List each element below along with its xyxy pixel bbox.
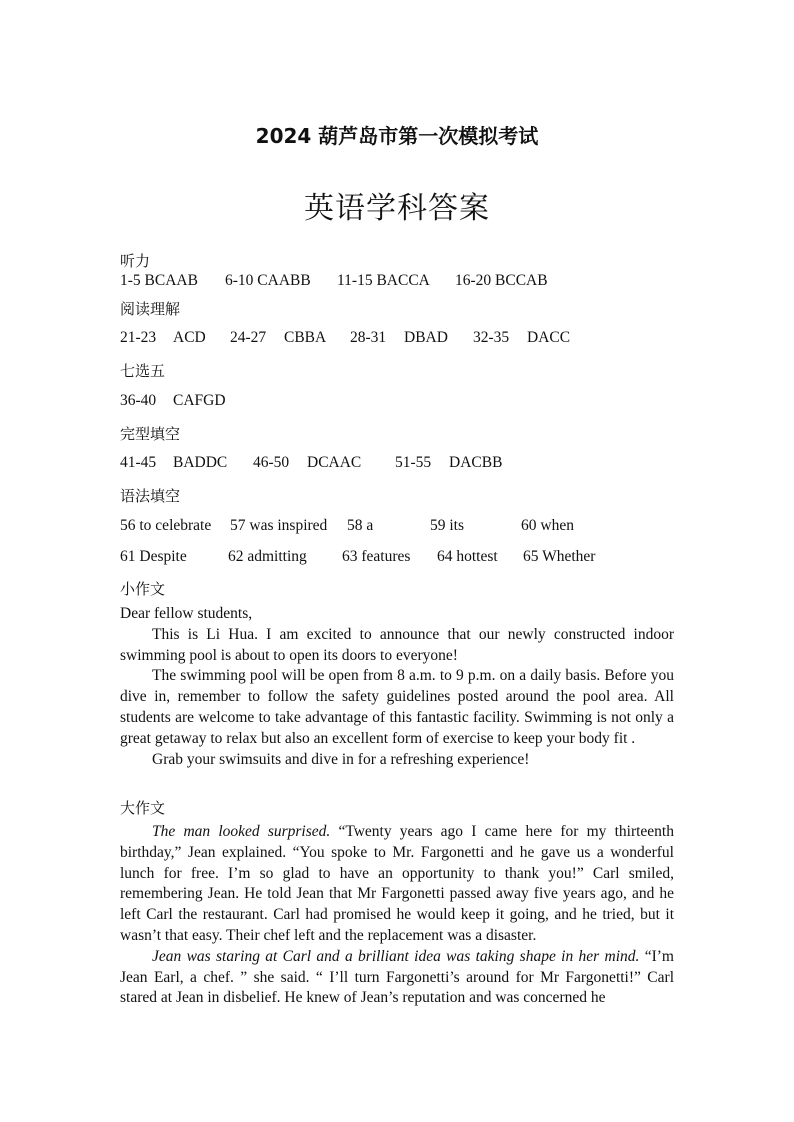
answer-range: 36-40 (120, 392, 157, 409)
grammar-answer: 57 was inspired (230, 517, 328, 534)
answer-letters: DBAD (404, 329, 448, 346)
grammar-answer: 62 admitting (228, 548, 307, 565)
answer-letters: CAFGD (173, 392, 226, 409)
grammar-answer: 60 when (521, 517, 574, 534)
paragraph: This is Li Hua. I am excited to announce that our newly constructed indoor swimming pool is about to open its doors to everyone! (120, 625, 674, 664)
paragraph: Grab your swimsuits and dive in for a refreshing experience! (152, 750, 530, 768)
grammar-answer: 65 Whether (523, 548, 596, 565)
listening-heading: 听力 (120, 252, 151, 270)
cloze-heading: 完型填空 (120, 425, 181, 443)
answer-range: 46-50 (253, 454, 290, 471)
grammar-answer: 59 its (430, 517, 465, 534)
long-writing-heading: 大作文 (120, 799, 166, 817)
letter-greeting: Dear fellow students, (120, 605, 253, 622)
answer-range: 32-35 (473, 329, 510, 346)
grammar-answer: 58 a (347, 517, 374, 534)
answer-range: 51-55 (395, 454, 432, 471)
seven-choose-five-heading: 七选五 (120, 362, 166, 380)
answer-letters: BADDC (173, 454, 228, 471)
grammar-answer: 56 to celebrate (120, 517, 212, 534)
answer-letters: CBBA (284, 329, 327, 346)
grammar-answer: 61 Despite (120, 548, 187, 565)
answer-group: 11-15 BACCA (337, 272, 430, 289)
grammar-heading: 语法填空 (120, 487, 181, 505)
paragraph (120, 822, 674, 947)
paragraph-text: “I’m Jean Earl, a chef. ” she said. “ I’ll turn Fargonetti’s around for Mr Fargonetti!” Carl stared at Jean in disbelief. He knew of Jean’s reputation and was concerned he (120, 947, 674, 1007)
answer-letters: DACBB (449, 454, 503, 471)
short-writing-heading: 小作文 (120, 580, 166, 598)
paragraph (120, 947, 674, 1009)
paragraph: The swimming pool will be open from 8 a.m. to 9 p.m. on a daily basis. Before you dive in, remember to follow the safety guidelines posted around the pool area. All students are welcome to take advantage of this fantastic facility. Swimming is not only a great getaway to relax but also an excellent form of exercise to keep your body fit . (120, 667, 674, 747)
answer-range: 21-23 (120, 329, 157, 346)
grammar-answer: 64 hottest (437, 548, 498, 565)
given-opening-sentence: The man looked surprised. (152, 823, 331, 840)
grammar-answer: 63 features (342, 548, 411, 565)
answer-group: 16-20 BCCAB (455, 272, 548, 289)
exam-title: 2024 葫芦岛市第一次模拟考试 (255, 124, 539, 148)
given-opening-sentence: Jean was staring at Carl and a brilliant idea was taking shape in her mind. (152, 947, 640, 965)
paragraph-text: “Twenty years ago I came here for my thirteenth birthday,” Jean explained. “You spoke to Mr. Fargonetti and he gave us a wonderful lunch for free. I’m so glad to have an opportunity to thank you!” Carl smiled, remembering Jean. He told Jean that Mr Fargonetti passed away five years ago, and he left Carl the restaurant. Carl had promised he would keep it going, and he tried, but it wasn’t that easy. Their chef left and the replacement was a disaster. (120, 823, 674, 944)
answer-letters: DCAAC (307, 454, 362, 471)
answer-range: 28-31 (350, 329, 387, 346)
answer-letters: ACD (173, 329, 206, 346)
answer-group: 6-10 CAABB (225, 272, 311, 289)
answer-range: 24-27 (230, 329, 267, 346)
short-writing-body (120, 604, 674, 770)
reading-heading: 阅读理解 (120, 300, 181, 318)
answer-key-title: 英语学科答案 (304, 191, 490, 226)
long-writing-body (120, 822, 674, 1009)
answer-group: 1-5 BCAAB (120, 272, 198, 289)
answer-range: 41-45 (120, 454, 157, 471)
answer-letters: DACC (527, 329, 571, 346)
